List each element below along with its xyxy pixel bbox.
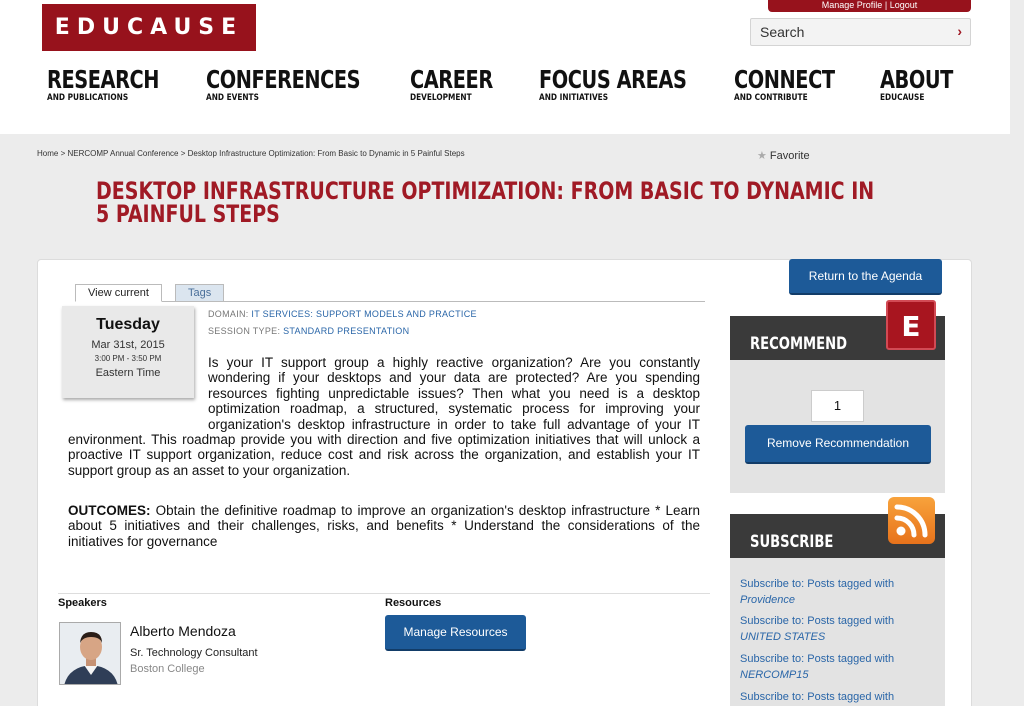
rss-icon[interactable] bbox=[888, 497, 935, 544]
rss-glyph-icon bbox=[888, 497, 935, 544]
session-type bbox=[208, 326, 409, 336]
domain-link[interactable]: IT SERVICES: SUPPORT MODELS AND PRACTICE bbox=[251, 309, 477, 319]
nav-about-title: ABOUT bbox=[880, 65, 953, 94]
recommend-e-icon: E bbox=[886, 300, 936, 350]
speaker-role: Sr. Technology Consultant bbox=[130, 647, 258, 659]
nav-focus-areas[interactable] bbox=[539, 67, 710, 103]
subscribe-tag: UNITED STATES bbox=[740, 631, 826, 643]
nav-career[interactable] bbox=[410, 67, 506, 103]
subscribe-prefix: Subscribe to: Posts tagged with bbox=[740, 691, 895, 703]
divider bbox=[58, 593, 710, 594]
search-submit-icon[interactable]: › bbox=[957, 23, 962, 39]
nav-conferences[interactable] bbox=[206, 67, 385, 103]
subscribe-tag: NERCOMP15 bbox=[740, 669, 809, 681]
session-description-block bbox=[68, 355, 700, 478]
speaker-organization: Boston College bbox=[130, 663, 205, 675]
nav-connect[interactable] bbox=[734, 67, 851, 103]
session-domain bbox=[208, 309, 477, 319]
resources-heading: Resources bbox=[385, 597, 442, 609]
remove-recommendation-button[interactable]: Remove Recommendation bbox=[745, 425, 931, 464]
session-outcomes bbox=[68, 503, 700, 549]
session-time: 3:00 PM - 3:50 PM bbox=[94, 354, 162, 363]
outcomes-text: Obtain the definitive roadmap to improve an organization's desktop infrastructure * Learn about 5 initiatives and their challenges, risks, and benefits * Understand the considerations of the initiatives for governance bbox=[68, 503, 700, 549]
favorite-button[interactable] bbox=[757, 149, 810, 162]
nav-conferences-title: CONFERENCES bbox=[206, 65, 361, 94]
manage-profile-link[interactable]: Manage Profile bbox=[821, 0, 883, 10]
subscribe-link-united-states[interactable] bbox=[740, 613, 894, 645]
nav-focus-areas-subtitle: AND INITIATIVES bbox=[539, 93, 609, 103]
nav-connect-title: CONNECT bbox=[734, 65, 835, 94]
speaker-photo-icon bbox=[60, 623, 121, 685]
subscribe-link-partial[interactable] bbox=[740, 689, 894, 705]
session-timezone: Eastern Time bbox=[95, 367, 161, 379]
session-date: Mar 31st, 2015 bbox=[91, 339, 165, 351]
speaker-name[interactable]: Alberto Mendoza bbox=[130, 623, 236, 639]
subscribe-prefix: Subscribe to: Posts tagged with bbox=[740, 653, 895, 665]
tab-bar bbox=[75, 284, 705, 302]
favorite-label: Favorite bbox=[769, 150, 810, 162]
session-description: Is your IT support group a highly reactive organization? Are you constantly wondering if your desktops and your data are protected? Are you spending resources fighting unpredictable issues? Then what you need is a desktop optimization roadmap, a structured, systematic process for improving your organization's desktop infrastructure in order to take full advantage of your IT environment. This roadmap provide you with direction and five optimization initiatives that will unlock a proactive IT support organization, reduce cost and risk across the organization, and establish your IT support group as an asset to your organization. bbox=[68, 355, 700, 478]
speakers-heading: Speakers bbox=[58, 597, 107, 609]
subscribe-link-providence[interactable] bbox=[740, 576, 894, 608]
nav-research-title: RESEARCH bbox=[47, 65, 160, 94]
session-day: Tuesday bbox=[96, 316, 160, 333]
breadcrumb[interactable]: Home > NERCOMP Annual Conference > Desktop Infrastructure Optimization: From Basic to Dynamic in 5 Painful Steps bbox=[37, 149, 465, 158]
nav-research[interactable] bbox=[47, 67, 177, 103]
tab-tags[interactable]: Tags bbox=[175, 284, 224, 302]
tab-view-current[interactable]: View current bbox=[75, 284, 162, 302]
session-type-link[interactable]: STANDARD PRESENTATION bbox=[283, 326, 410, 336]
subscribe-tag: Providence bbox=[740, 594, 796, 606]
page-title: DESKTOP INFRASTRUCTURE OPTIMIZATION: FROM BASIC TO DYNAMIC IN 5 PAINFUL STEPS bbox=[96, 177, 875, 228]
nav-about[interactable] bbox=[880, 67, 965, 103]
subscribe-prefix: Subscribe to: Posts tagged with bbox=[740, 578, 895, 590]
manage-resources-button[interactable]: Manage Resources bbox=[385, 615, 526, 651]
domain-label: DOMAIN: bbox=[208, 309, 249, 319]
subscribe-prefix: Subscribe to: Posts tagged with bbox=[740, 615, 895, 627]
subscribe-link-nercomp15[interactable] bbox=[740, 651, 894, 683]
nav-conferences-subtitle: AND EVENTS bbox=[206, 93, 259, 103]
return-to-agenda-button[interactable]: Return to the Agenda bbox=[789, 259, 942, 295]
description-float-spacer bbox=[68, 355, 208, 421]
search-input[interactable] bbox=[751, 19, 931, 45]
search-box bbox=[750, 18, 971, 46]
nav-connect-subtitle: AND CONTRIBUTE bbox=[734, 93, 808, 103]
nav-about-subtitle: EDUCAUSE bbox=[880, 93, 925, 103]
outcomes-label: OUTCOMES: bbox=[68, 503, 151, 518]
nav-focus-areas-title: FOCUS AREAS bbox=[539, 65, 687, 94]
site-header bbox=[0, 0, 1010, 134]
star-icon: ★ bbox=[757, 150, 767, 162]
educause-logo[interactable]: EDUCAUSE bbox=[42, 4, 256, 51]
nav-research-subtitle: AND PUBLICATIONS bbox=[47, 93, 129, 103]
subscribe-heading-label: SUBSCRIBE bbox=[750, 532, 834, 552]
logout-link[interactable]: Logout bbox=[889, 0, 918, 10]
speaker-avatar[interactable] bbox=[59, 622, 121, 685]
nav-career-subtitle: DEVELOPMENT bbox=[410, 93, 472, 103]
recommend-heading-label: RECOMMEND bbox=[750, 334, 848, 354]
account-links bbox=[768, 0, 971, 12]
session-type-label: SESSION TYPE: bbox=[208, 326, 281, 336]
nav-career-title: CAREER bbox=[410, 65, 493, 94]
recommend-count: 1 bbox=[811, 390, 864, 422]
account-link-separator: | bbox=[884, 0, 890, 10]
